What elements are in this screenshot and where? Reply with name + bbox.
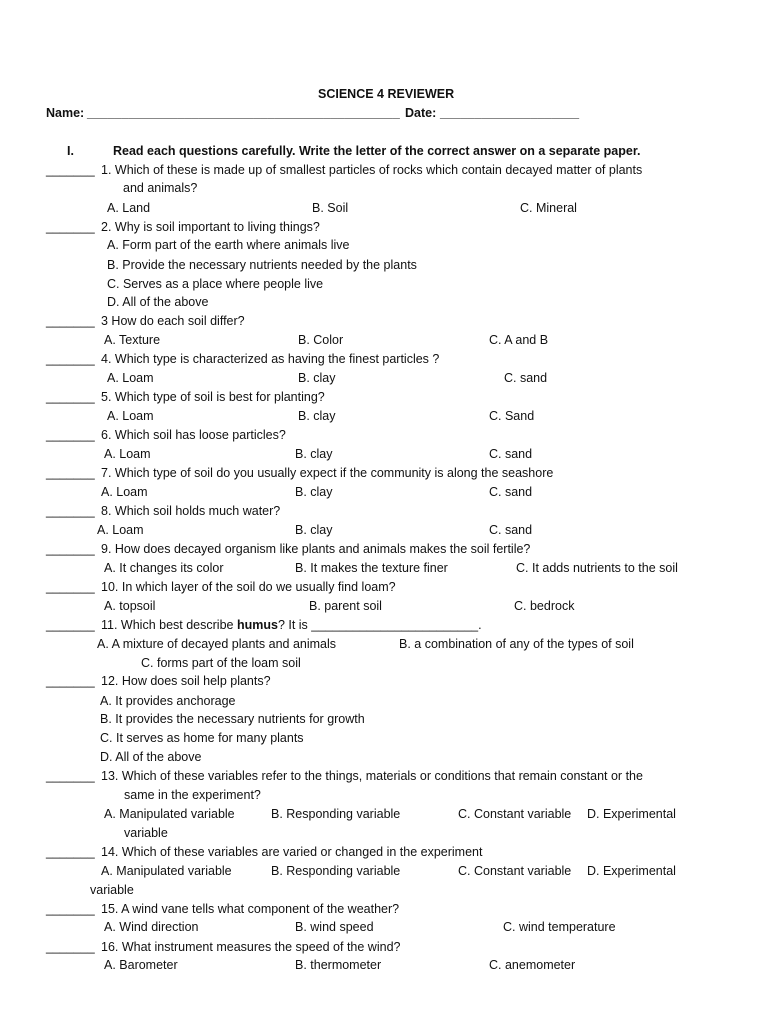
option-c: C. sand <box>489 485 533 499</box>
option-b: B. clay <box>295 485 333 499</box>
question-text-keyword: humus <box>236 618 278 632</box>
option-a: A. Loam <box>101 485 148 499</box>
option-c: C. It serves as home for many plants <box>100 731 304 745</box>
answer-blank: _______ <box>46 352 95 366</box>
answer-blank: _______ <box>46 504 95 518</box>
answer-blank: _______ <box>46 845 95 859</box>
option-b: B. a combination of any of the types of soil <box>399 637 634 651</box>
option-a: A. Manipulated variable <box>104 807 235 821</box>
question-text: 15. A wind vane tells what component of the weather? <box>101 902 400 916</box>
option-a: A. Wind direction <box>104 920 199 934</box>
question-text: 3 How do each soil differ? <box>101 314 245 328</box>
option-c: C. sand <box>489 523 533 537</box>
answer-blank: _______ <box>46 769 95 783</box>
answer-blank: _______ <box>46 940 95 954</box>
answer-blank: _______ <box>46 314 95 328</box>
option-b: B. It makes the texture finer <box>295 561 448 575</box>
option-a: A. Land <box>107 201 151 215</box>
answer-blank: _______ <box>46 902 95 916</box>
option-b: B. It provides the necessary nutrients for growth <box>100 712 365 726</box>
option-d: D. Experimental <box>587 807 676 821</box>
question-text: 5. Which type of soil is best for planting? <box>101 390 325 404</box>
option-b: B. Soil <box>312 201 349 215</box>
option-a: A. It provides anchorage <box>100 694 236 708</box>
answer-blank: _______ <box>46 220 95 234</box>
answer-blank: _______ <box>46 390 95 404</box>
question-text: 4. Which type is characterized as having the finest particles ? <box>101 352 440 366</box>
question-text: 6. Which soil has loose particles? <box>101 428 286 442</box>
option-a: A. Loam <box>97 523 144 537</box>
option-b: B. clay <box>295 447 333 461</box>
question-text-cont: same in the experiment? <box>124 788 261 802</box>
option-c: C. Sand <box>489 409 535 423</box>
option-a: A. Loam <box>107 371 154 385</box>
question-text-cont: and animals? <box>123 181 198 195</box>
question-text: 7. Which type of soil do you usually expect if the community is along the seashore <box>101 466 554 480</box>
option-c: C. Constant variable <box>458 864 572 878</box>
question-text: 2. Why is soil important to living things? <box>101 220 320 234</box>
answer-blank: _______ <box>46 580 95 594</box>
option-c: C. wind temperature <box>503 920 616 934</box>
answer-blank: _______ <box>46 618 95 632</box>
option-a: A. Manipulated variable <box>101 864 232 878</box>
answer-blank: _______ <box>46 428 95 442</box>
section-number: I. <box>67 144 74 158</box>
option-b: B. Responding variable <box>271 864 401 878</box>
option-c: C. sand <box>504 371 548 385</box>
option-c: C. Mineral <box>520 201 577 215</box>
name-label: Name: <box>46 106 85 120</box>
answer-blank: _______ <box>46 542 95 556</box>
option-d: D. Experimental <box>587 864 676 878</box>
option-a: A. Loam <box>104 447 151 461</box>
option-b: B. clay <box>298 371 336 385</box>
option-a: A. Loam <box>107 409 154 423</box>
option-c: C. A and B <box>489 333 549 347</box>
option-a: A. Form part of the earth where animals live <box>107 238 350 252</box>
page-title: SCIENCE 4 REVIEWER <box>318 87 455 101</box>
option-c: C. Constant variable <box>458 807 572 821</box>
option-b: B. thermometer <box>295 958 382 972</box>
question-text: 8. Which soil holds much water? <box>101 504 281 518</box>
option-d: D. All of the above <box>107 295 209 309</box>
question-text: 9. How does decayed organism like plants and animals makes the soil fertile? <box>101 542 531 556</box>
question-text: 16. What instrument measures the speed of the wind? <box>101 940 401 954</box>
option-c: C. anemometer <box>489 958 576 972</box>
question-text: 12. How does soil help plants? <box>101 674 271 688</box>
option-b: B. Responding variable <box>271 807 401 821</box>
question-text: 10. In which layer of the soil do we usually find loam? <box>101 580 396 594</box>
option-c: C. It adds nutrients to the soil <box>516 561 678 575</box>
answer-blank: _______ <box>46 163 95 177</box>
option-d-cont: variable <box>90 883 134 897</box>
answer-blank: _______ <box>46 674 95 688</box>
section-instruction: Read each questions carefully. Write the letter of the correct answer on a separate paper. <box>113 144 641 158</box>
option-b: B. Provide the necessary nutrients needed by the plants <box>107 258 417 272</box>
question-text-pre: 11. Which best describe <box>101 618 237 632</box>
question-text-post: ? It is ________________________. <box>277 618 482 632</box>
date-blank: ____________________ <box>440 106 580 120</box>
option-a: A. topsoil <box>104 599 156 613</box>
option-c: C. Serves as a place where people live <box>107 277 324 291</box>
question-text: 14. Which of these variables are varied or changed in the experiment <box>101 845 483 859</box>
option-b: B. parent soil <box>309 599 382 613</box>
question-text <box>101 618 482 633</box>
option-d: D. All of the above <box>100 750 202 764</box>
option-c: C. forms part of the loam soil <box>141 656 301 670</box>
question-text: 13. Which of these variables refer to the things, materials or conditions that remain constant or the <box>101 769 643 783</box>
option-b: B. clay <box>295 523 333 537</box>
question-text: 1. Which of these is made up of smallest particles of rocks which contain decayed matter of plants <box>101 163 643 177</box>
option-a: A. It changes its color <box>104 561 224 575</box>
name-blank: _____________________________________________ <box>87 106 400 120</box>
option-a: A. Texture <box>104 333 161 347</box>
option-b: B. wind speed <box>295 920 374 934</box>
option-c: C. sand <box>489 447 533 461</box>
option-a: A. Barometer <box>104 958 178 972</box>
option-a: A. A mixture of decayed plants and animals <box>97 637 337 651</box>
option-d-cont: variable <box>124 826 168 840</box>
option-c: C. bedrock <box>514 599 575 613</box>
answer-blank: _______ <box>46 466 95 480</box>
option-b: B. clay <box>298 409 336 423</box>
date-label: Date: <box>405 106 437 120</box>
option-b: B. Color <box>298 333 344 347</box>
